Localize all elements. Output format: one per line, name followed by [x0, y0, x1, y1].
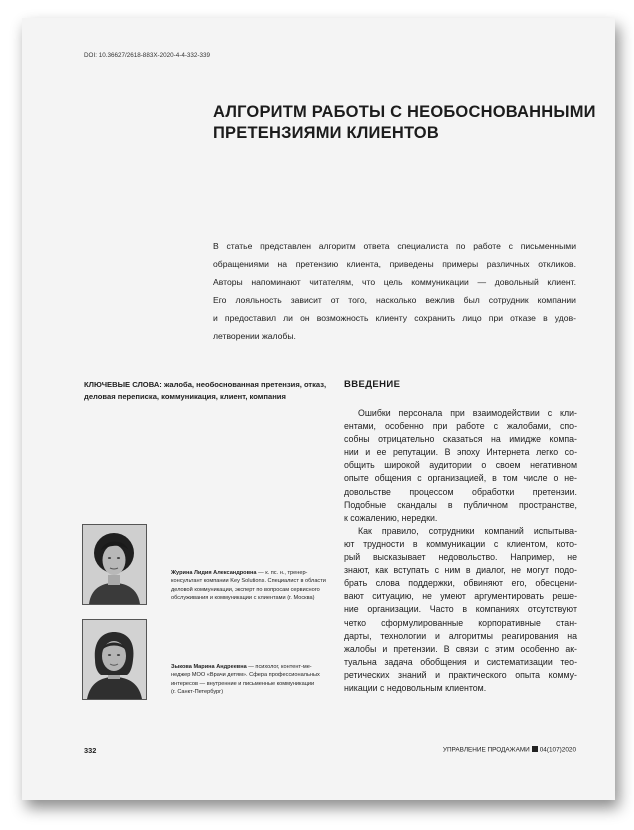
- body-line: дарты, технологии и алгоритмы реагирования на: [344, 630, 577, 641]
- author-bio-line: деловой коммуникации, эксперт по вопросам сервисного: [171, 586, 320, 593]
- body-line: вают ситуацию, не умеют аргументировать реше-: [344, 591, 577, 602]
- article-title: [213, 102, 596, 144]
- body-line: никации с недовольным клиентом.: [344, 682, 487, 693]
- body-line: жалобы и претензии. В связи с этим особенно ак-: [344, 643, 577, 654]
- abstract: [213, 237, 576, 345]
- body-line: ют трудности в коммуникации с клиентом, кото-: [344, 538, 577, 549]
- body-line: довольстве процессом обработки претензии.: [344, 486, 577, 497]
- body-text: [344, 407, 577, 695]
- author-bio-line: неджер МОО «Врачи детям». Сфера профессиональных: [171, 672, 320, 679]
- body-line: Как правило, сотрудники компаний испытыва-: [358, 525, 577, 536]
- body-line: опыте общения с организацией, в том числе о не-: [344, 473, 577, 484]
- journal-issue: 04(107)2020: [539, 746, 576, 754]
- author-bio-line: консультант компании Key Solutions. Специалист в области: [171, 578, 326, 585]
- body-line: брать слова поддержки, обвиняют его, обесцени-: [344, 578, 577, 589]
- abstract-line: обращениями на претензию клиента, приведены примеры различных откликов.: [213, 259, 576, 269]
- page-number: 332: [84, 746, 97, 755]
- author-name: Зыкова Марина Андреевна: [171, 664, 247, 670]
- body-line: рый высказывает недовольство. Например, не: [344, 552, 577, 563]
- author-name: Журина Лидия Александровна: [171, 570, 257, 576]
- author-bio-zykova: Зыкова Марина Андреевна — психолог, контент-ме- неджер МОО «Врачи детям». Сфера профессиональных интересов — внутренние и письменные коммуникации (г. Санкт-Петербург): [171, 663, 341, 696]
- author-photo-zhurina: [82, 524, 147, 605]
- body-line: ние организации. Часто в компаниях отсутствуют: [344, 604, 577, 615]
- body-line: Подобные скандалы в публичном пространстве,: [344, 499, 577, 510]
- abstract-line: Авторы напоминают читателям, что цель коммуникации — довольный клиент.: [213, 277, 576, 287]
- body-line: знают, как вступать с ним в диалог, не могут подо-: [344, 565, 577, 576]
- abstract-line: и предоставил ли он возможность клиенту сохранить лицо при отказе в удов-: [213, 313, 576, 323]
- title-line: АЛГОРИТМ РАБОТЫ С НЕОБОСНОВАННЫМИ: [213, 103, 596, 121]
- abstract-line: летворении жалобы.: [213, 331, 296, 341]
- keywords-line: деловая переписка, коммуникация, клиент, компания: [84, 391, 286, 401]
- author-bio-zhurina: Журина Лидия Александровна — к. пс. н., тренер- консультант компании Key Solutions. Специалист в области деловой коммуникации, эксперт по вопросам сервисного обслуживания и коммуникации с клиентами (г. Москва): [171, 569, 341, 602]
- body-line: ретических знаний и практического опыта комму-: [344, 669, 577, 680]
- section-heading-introduction: ВВЕДЕНИЕ: [344, 379, 401, 390]
- keywords: [84, 379, 327, 402]
- body-line: туальна задача обобщения и систематизации тео-: [344, 656, 577, 667]
- body-line: Ошибки персонала при взаимодействии с кли-: [358, 408, 577, 418]
- body-line: четко сформулированные корпоративные стан-: [344, 617, 577, 628]
- body-line: собны отрицательно сказаться на имидже компа-: [344, 434, 577, 445]
- journal-name: УПРАВЛЕНИЕ ПРОДАЖАМИ: [442, 746, 530, 754]
- journal-footer: [443, 746, 576, 754]
- author-bio-line: обслуживания и коммуникации с клиентами (г. Москва): [171, 594, 315, 601]
- author-photo-zykova: [82, 619, 147, 700]
- body-line: ентами, особенно при работе с жалобами, спо-: [344, 421, 577, 432]
- paragraph: [344, 407, 577, 525]
- journal-page: [22, 18, 615, 800]
- author-bio-line: (г. Санкт-Петербург): [171, 688, 224, 695]
- body-line: к сожалению, нередки.: [344, 512, 438, 523]
- abstract-line: В статье представлен алгоритм ответа специалиста по работе с письменными: [213, 241, 576, 251]
- square-bullet-icon: [532, 746, 538, 752]
- abstract-line: Его лояльность зависит от того, насколько вежлив был сотрудник компании: [213, 295, 576, 305]
- paragraph: [344, 525, 577, 695]
- title-line: ПРЕТЕНЗИЯМИ КЛИЕНТОВ: [213, 124, 439, 142]
- doi-line: DOI: 10.36627/2618-883X-2020-4-4-332-339: [84, 52, 211, 59]
- body-line: нии и ее репутации. В эпоху Интернета легко со-: [344, 447, 577, 458]
- keywords-line: КЛЮЧЕВЫЕ СЛОВА: жалоба, необоснованная претензия, отказ,: [84, 380, 327, 389]
- author-bio-line: интересов — внутренние и письменные коммуникации: [171, 680, 315, 687]
- body-line: общить широкой аудитории о своем негативном: [344, 460, 577, 471]
